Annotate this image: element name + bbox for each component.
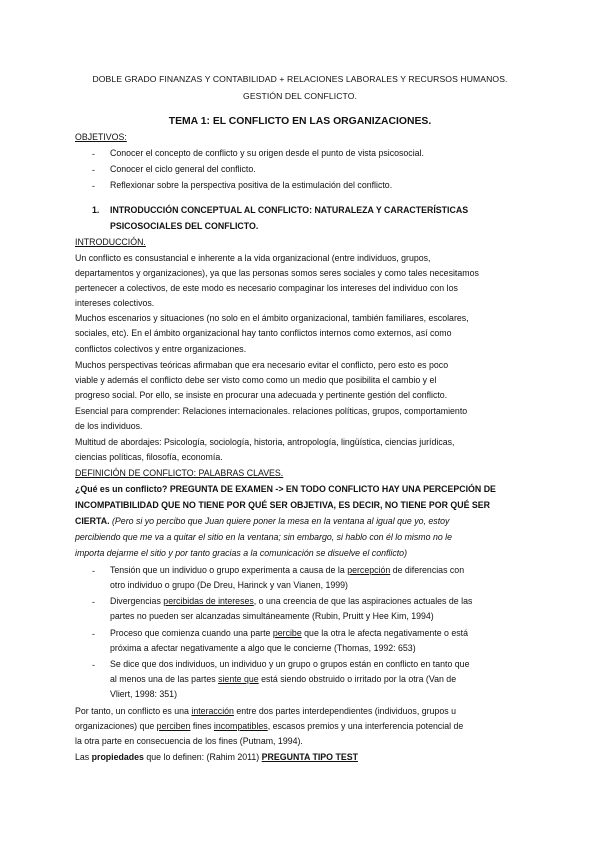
text: que lo definen: (Rahim 2011) [143,752,262,762]
summary-line: la otra parte en consecuencia de los fines (Putnam, 1994). [75,736,303,746]
test-question-label: PREGUNTA TIPO TEST [261,752,358,762]
intro-line: ciencias políticas, filosofía, economía. [75,452,223,462]
text: Proceso que comienza cuando una parte [110,628,273,638]
objetivos-heading: OBJETIVOS: [75,132,127,142]
definition-bullet [110,625,468,641]
intro-line: sociales, etc). En el ámbito organizacional hay tanto conflictos internos como externos, así como [75,328,452,338]
definition-bullet-cont: partes no pueden ser alcanzadas simultáneamente (Rubin, Pruitt y Hee Kim, 1994) [110,611,434,621]
definition-bullet-cont: Vliert, 1998: 351) [110,689,177,699]
section-number: 1. [92,205,100,215]
definition-bullet-cont [110,671,456,687]
definition-bullet: Se dice que dos individuos, un individuo y un grupo o grupos están en conflicto en tanto que [110,659,470,669]
intro-line: intereses colectivos. [75,298,155,308]
underlined-keyword: percibe [272,628,302,638]
example-line: importa dejarme el sitio y por tanto gracias a la comunicación se disuelve el conflicto) [75,548,407,558]
intro-line: Muchos perspectivas teóricas afirmaban que era necesario evitar el conflicto, pero esto es poco [75,360,449,370]
intro-heading: INTRODUCCIÓN. [75,237,146,247]
exam-question-line-2: INCOMPATIBILIDAD QUE NO TIENE POR QUÉ SER OBJETIVA, ES DECIR, NO TIENE POR QUÉ SER [75,500,490,510]
text: organizaciones) que [75,721,157,731]
definition-bullet-cont: otro individuo o grupo (De Dreu, Harinck y van Vianen, 1999) [110,580,348,590]
text: al menos una de las partes [110,674,219,684]
bullet-dash: - [92,149,95,159]
bullet-dash: - [92,629,95,639]
exam-question-line-3 [75,513,449,529]
bullet-dash: - [92,566,95,576]
summary-line [75,718,463,734]
intro-line: pertenecer a colectivos, de este modo es necesario compaginar los intereses del individuo con los [75,283,458,293]
exam-question-bold: CIERTA. [75,516,110,526]
bold-keyword: propiedades [91,752,144,762]
definition-bullet [110,562,464,578]
text: , escasos premios y una interferencia potencial de [267,721,464,731]
underlined-keyword: interacción [191,706,234,716]
header-line-1: DOBLE GRADO FINANZAS Y CONTABILIDAD + RELACIONES LABORALES Y RECURSOS HUMANOS. [92,74,508,84]
section-title-line-1: INTRODUCCIÓN CONCEPTUAL AL CONFLICTO: NATURALEZA Y CARACTERÍSTICAS [110,205,469,215]
text: de diferencias con [390,565,465,575]
underlined-keyword: percepción [347,565,391,575]
intro-line: Esencial para comprender: Relaciones internacionales. relaciones políticas, grupos, comportamiento [75,406,468,416]
definition-bullet [110,593,472,609]
example-italic: (Pero si yo percibo que Juan quiere poner la mesa en la ventana al igual que yo, estoy [112,516,450,526]
header-line-2: GESTIÓN DEL CONFLICTO. [243,91,357,101]
summary-line [75,703,456,719]
intro-line: departamentos y organizaciones), ya que las personas somos seres sociales y como tales necesitamos [75,268,479,278]
text: entre dos partes interdependientes (individuos, grupos u [233,706,456,716]
document-title: TEMA 1: EL CONFLICTO EN LAS ORGANIZACIONES. [168,116,432,127]
underlined-keyword: perciben [156,721,191,731]
bullet-dash: - [92,597,95,607]
text: Tensión que un individuo o grupo experimenta a causa de la [110,565,348,575]
intro-line: Un conflicto es consustancial e inherente a la vida organizacional (entre individuos, grupos, [75,253,431,263]
underlined-keyword: siente que [218,674,259,684]
underlined-keyword: incompatibles [213,721,268,731]
text: que la otra le afecta negativamente o está [301,628,468,638]
definicion-heading: DEFINICIÓN DE CONFLICTO: PALABRAS CLAVES. [75,468,284,478]
text: Por tanto, un conflicto es una [75,706,192,716]
bullet-dash: - [92,181,95,191]
intro-line: conflictos colectivos y entre organizaciones. [75,344,247,354]
definition-bullet-cont: próxima a afectar negativamente a algo que le concierne (Thomas, 1992: 653) [110,643,416,653]
text: fines [190,721,214,731]
intro-line: de los individuos. [75,421,143,431]
bullet-dash: - [92,165,95,175]
example-line: percibiendo que me va a quitar el sitio en la ventana; sin embargo, si hablo con él lo mismo no le [75,532,453,542]
text: , o una creencia de que las aspiraciones actuales de las [253,596,473,606]
intro-line: Muchos escenarios y situaciones (no solo en el ámbito organizacional, también familiares, escolares, [75,313,469,323]
intro-line: viable y además el conflicto debe ser visto como como un medio que posibilita el cambio y el [75,375,437,385]
propiedades-line [75,749,358,765]
exam-question-line-1: ¿Qué es un conflicto? PREGUNTA DE EXAMEN -> EN TODO CONFLICTO HAY UNA PERCEPCIÓN DE [75,484,496,494]
intro-line: Multitud de abordajes: Psicología, sociología, historia, antropología, lingüística, ciencias jurídicas, [75,437,455,447]
intro-line: progreso social. Por ello, se insiste en procurar una adecuada y pertinente gestión del conflicto. [75,390,448,400]
underlined-keyword: percibidas de intereses [163,596,254,606]
text: Divergencias [110,596,164,606]
text: Las [75,752,92,762]
objetivo-item: Conocer el concepto de conflicto y su origen desde el punto de vista psicosocial. [110,148,424,158]
objetivo-item: Reflexionar sobre la perspectiva positiva de la estimulación del conflicto. [110,180,393,190]
text: está siendo obstruido o irritado por la otra (Van de [258,674,457,684]
objetivo-item: Conocer el ciclo general del conflicto. [110,164,256,174]
bullet-dash: - [92,660,95,670]
section-title-line-2: PSICOSOCIALES DEL CONFLICTO. [110,221,259,231]
